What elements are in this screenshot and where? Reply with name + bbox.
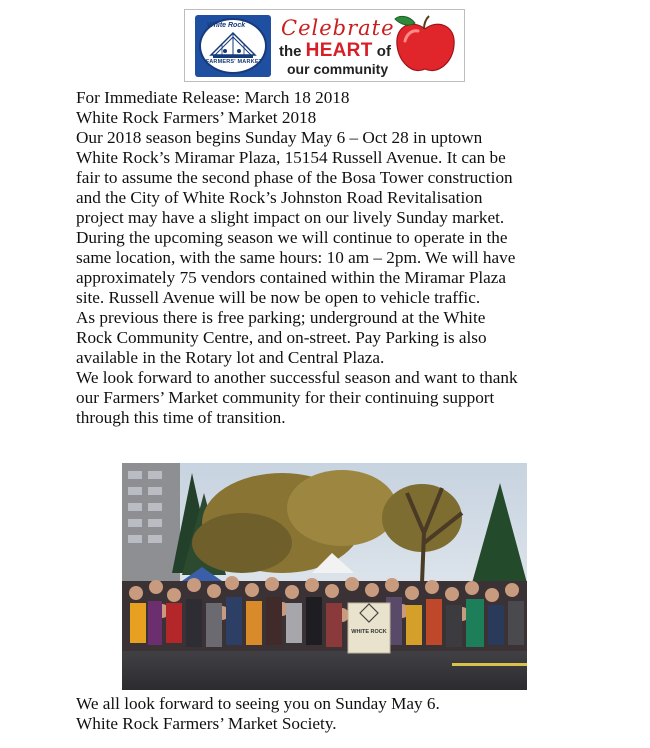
- closing-signature: White Rock Farmers’ Market Society.: [76, 714, 337, 733]
- body-line: our Farmers’ Market community for their continuing support: [76, 388, 495, 407]
- release-date-line: For Immediate Release: March 18 2018: [76, 88, 350, 107]
- body-line: site. Russell Avenue will be now be open to vehicle traffic.: [76, 288, 481, 307]
- logo-bottom-text: FARMERS' MARKET: [206, 59, 263, 65]
- release-title-line: White Rock Farmers’ Market 2018: [76, 108, 317, 127]
- body-line: available in the Rotary lot and Central Plaza.: [76, 348, 385, 367]
- apple-icon: [391, 11, 459, 77]
- press-release-body: [76, 128, 518, 428]
- body-line: Rock Community Centre, and on-street. Pay Parking is also: [76, 328, 487, 347]
- body-line: approximately 75 vendors contained within the Miramar Plaza: [76, 268, 507, 287]
- tagline-of: of: [372, 43, 391, 60]
- celebrate-script: Celebrate: [281, 16, 395, 40]
- farmers-market-logo: [195, 15, 271, 77]
- group-photo: [122, 463, 527, 690]
- body-line: Our 2018 season begins Sunday May 6 – Oct 28 in uptown: [76, 128, 483, 147]
- closing-line: We all look forward to seeing you on Sunday May 6.: [76, 694, 440, 713]
- body-line: project may have a slight impact on our lively Sunday market.: [76, 208, 505, 227]
- heart-tagline: [279, 40, 391, 62]
- body-line: As previous there is free parking; underground at the White: [76, 308, 486, 327]
- body-line: White Rock’s Miramar Plaza, 15154 Russell Avenue. It can be: [76, 148, 506, 167]
- body-line: through this time of transition.: [76, 408, 286, 427]
- body-line: We look forward to another successful season and want to thank: [76, 368, 518, 387]
- group-photo-illustration: [122, 463, 527, 690]
- tagline-heart: HEART: [305, 40, 373, 61]
- body-line: During the upcoming season we will continue to operate in the: [76, 228, 508, 247]
- body-line: same location, with the same hours: 10 am – 2pm. We will have: [76, 248, 516, 267]
- header-banner: [184, 9, 465, 82]
- logo-top-text: White Rock: [207, 22, 246, 29]
- press-release-header: [76, 88, 350, 128]
- tagline-community: our community: [287, 61, 389, 77]
- body-line: and the City of White Rock’s Johnston Road Revitalisation: [76, 188, 483, 207]
- held-banner-text: WHITE ROCK: [351, 629, 387, 635]
- tagline-the: the: [279, 43, 306, 60]
- press-release-closing: [76, 694, 440, 734]
- body-line: fair to assume the second phase of the Bosa Tower construction: [76, 168, 513, 187]
